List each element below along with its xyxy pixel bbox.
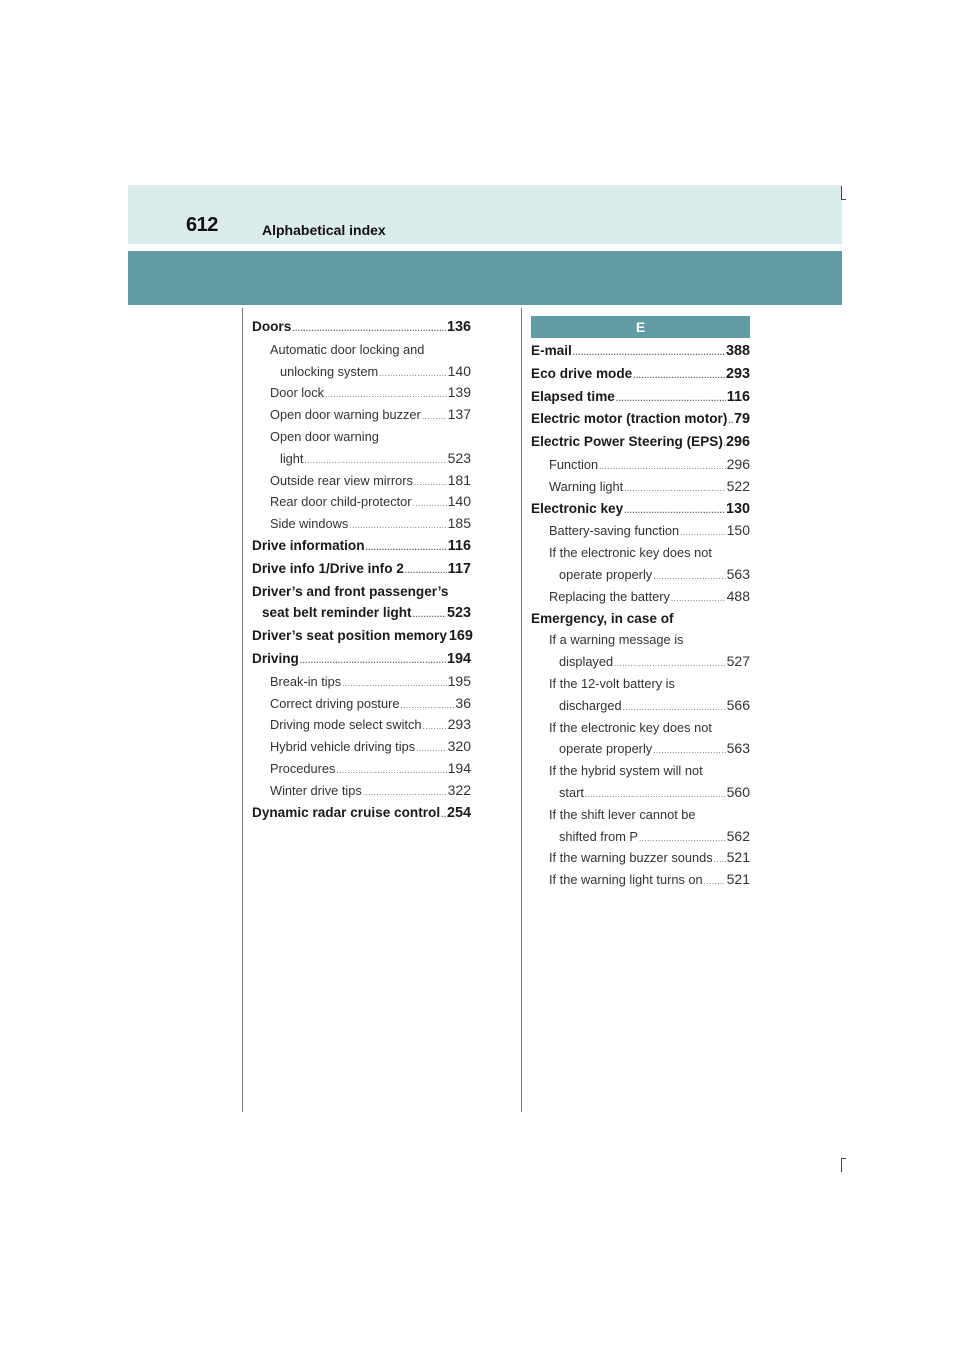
entry-text: seat belt reminder light [262,605,412,621]
index-subentry [252,693,471,715]
left-column-rule [242,308,243,1112]
index-entry [252,316,471,339]
index-subentry [531,804,750,848]
entry-text: Open door warning [270,428,379,444]
entry-text: Open door warning buzzer [270,407,421,423]
header-accent-band [128,251,842,305]
index-subentry [531,586,750,608]
entry-text: Doors [252,319,292,334]
index-subentry [531,869,750,891]
page-reference[interactable]: 566 [726,696,750,713]
page-reference[interactable]: 293 [447,716,471,733]
leader-dots [714,855,726,865]
index-subentry [252,339,471,383]
crop-mark-bottom [841,1158,842,1172]
entry-text: Driving [252,650,299,666]
entry-text: operate properly [559,741,653,757]
leader-dots [680,528,725,538]
leader-dots [416,744,447,754]
entry-text: Outside rear view mirrors [270,472,413,488]
page-reference[interactable]: 194 [446,650,471,667]
leader-dots [379,369,446,379]
page-reference[interactable]: 194 [447,759,471,776]
index-column-right [531,316,750,891]
page-reference[interactable]: 140 [447,493,471,510]
page-reference[interactable]: 185 [447,515,471,532]
leader-dots [400,701,454,711]
leader-dots [624,506,725,516]
entry-text: If the electronic key does not [549,719,712,735]
page-reference[interactable]: 563 [726,565,750,582]
page-reference[interactable]: 322 [447,781,471,798]
page-reference[interactable]: 296 [726,455,750,472]
entry-text: Driver’s seat position memory [252,628,447,644]
entry-text: Break-in tips [270,673,342,689]
page-reference[interactable]: 36 [455,694,471,711]
index-entry [531,608,750,630]
page-reference[interactable]: 563 [726,740,750,757]
index-subentry [252,758,471,780]
page-reference[interactable]: 296 [725,434,750,451]
page-number: 612 [186,214,218,236]
leader-dots [616,394,726,404]
leader-dots [413,610,446,620]
leader-dots [363,788,447,798]
page-reference[interactable]: 521 [726,871,750,888]
entry-text: If the 12-volt battery is [549,675,675,691]
page-reference[interactable]: 169 [448,628,473,645]
leader-dots [349,521,446,531]
index-entry [252,558,471,581]
leader-dots [405,566,447,576]
index-subentry [252,491,471,513]
section-title: Alphabetical index [262,222,386,238]
page-reference[interactable]: 116 [447,537,471,554]
index-subentry [531,542,750,586]
page-reference[interactable]: 523 [446,605,471,622]
entry-text: If the hybrid system will not [549,763,703,779]
index-entry [531,363,750,386]
page-reference[interactable]: 116 [726,388,750,405]
index-subentry [252,426,471,470]
entry-text: Drive information [252,537,365,553]
index-entry [252,648,471,671]
entry-text: Automatic door locking and [270,341,425,357]
index-subentry [531,629,750,673]
index-entries-e [531,340,750,891]
entry-text: Driving mode select switch [270,717,422,733]
center-column-rule [521,308,522,1112]
leader-dots [671,594,726,604]
entry-text: Winter drive tips [270,782,362,798]
entry-text: Side windows [270,516,349,532]
entry-text: E-mail [531,343,572,358]
index-subentry [252,513,471,535]
leader-dots [422,722,446,732]
entry-text: If the warning buzzer sounds [549,850,713,866]
leader-dots [623,703,726,713]
entry-text: unlocking system [280,363,379,379]
page-reference[interactable]: 137 [447,406,471,423]
index-subentry [531,717,750,761]
page-reference[interactable]: 117 [447,560,471,577]
page-reference[interactable]: 136 [446,319,471,335]
leader-dots [624,484,725,494]
index-subentry [531,673,750,717]
leader-dots [441,810,446,820]
entry-text: Driver’s and front passenger’s [252,583,449,599]
page-reference[interactable]: 195 [447,672,471,689]
index-subentry [252,780,471,802]
entry-text: Door lock [270,385,325,401]
leader-dots [599,462,726,472]
page-reference[interactable]: 560 [726,783,750,800]
leader-dots [325,390,447,400]
index-entry [531,431,750,454]
index-subentry [531,847,750,869]
index-subentry [252,382,471,404]
index-entry [252,581,471,626]
crop-mark-top [841,186,842,200]
page-reference[interactable]: 181 [447,471,471,488]
page-reference[interactable]: 293 [725,365,750,382]
index-entry [531,498,750,521]
page-reference[interactable]: 139 [447,384,471,401]
page-reference[interactable]: 254 [446,804,471,821]
leader-dots [414,478,447,488]
entry-text: Elapsed time [531,388,615,404]
leader-dots [653,572,725,582]
page-reference[interactable]: 527 [726,653,750,670]
entry-text: operate properly [559,566,653,582]
entry-text: If the shift lever cannot be [549,806,696,822]
leader-dots [573,348,725,358]
index-subentry [252,671,471,693]
leader-dots [704,877,726,887]
index-entry [531,386,750,409]
page-reference[interactable]: 79 [733,411,750,428]
entry-text: start [559,784,584,800]
leader-dots [342,679,447,689]
index-subentry [252,736,471,758]
entry-text: If the warning light turns on [549,872,703,888]
page-reference[interactable]: 150 [726,522,750,539]
entry-text: If the electronic key does not [549,545,712,561]
index-subentry [252,470,471,492]
entry-text: Drive info 1/Drive info 2 [252,560,404,576]
index-subentry [252,714,471,736]
entry-text: Eco drive mode [531,365,633,381]
index-entry [252,802,471,825]
entry-text: discharged [559,697,622,713]
leader-dots [366,543,447,553]
page-reference[interactable]: 523 [447,449,471,466]
page-reference[interactable]: 140 [447,362,471,379]
entry-text: Electronic key [531,500,624,516]
leader-dots [304,456,446,466]
index-entry [252,625,471,648]
leader-dots [422,412,447,422]
leader-dots [300,656,446,666]
entry-text: displayed [559,654,614,670]
index-subentry [531,520,750,542]
index-entry [252,535,471,558]
index-subentry [531,476,750,498]
letter-heading-e: E [531,316,750,338]
entry-text: Hybrid vehicle driving tips [270,739,416,755]
entry-text: Rear door child-protector [270,494,412,510]
entry-text: Electric motor (traction motor) [531,411,728,427]
leader-dots [639,834,726,844]
entry-text: Dynamic radar cruise control [252,804,441,820]
entry-text: Correct driving posture [270,695,400,711]
entry-text: Procedures [270,760,336,776]
index-entry [531,408,750,431]
leader-dots [413,499,447,509]
crop-mark-top-foot [841,199,846,200]
leader-dots [614,659,726,669]
page-reference[interactable]: 521 [726,849,750,866]
entry-text: Battery-saving function [549,523,680,539]
page-reference[interactable]: 562 [726,827,750,844]
leader-dots [585,790,726,800]
leader-dots [633,371,725,381]
leader-dots [653,746,725,756]
entry-text: Replacing the battery [549,588,670,604]
leader-dots [728,416,733,426]
header-band [128,185,842,244]
page-reference[interactable]: 488 [726,587,750,604]
entry-text: If a warning message is [549,632,684,648]
leader-dots [724,439,725,449]
page-reference[interactable]: 522 [726,477,750,494]
entry-text: shifted from P [559,828,638,844]
entry-text: Function [549,456,599,472]
index-entry [531,340,750,363]
page-reference[interactable]: 130 [725,500,750,517]
entry-text: Emergency, in case of [531,610,674,626]
entry-text: Electric Power Steering (EPS) [531,434,723,450]
entry-text: Warning light [549,478,624,494]
entry-text: light [280,450,304,466]
page-reference[interactable]: 320 [447,738,471,755]
index-subentry [531,760,750,804]
index-subentry [531,454,750,476]
index-column-left [252,316,471,824]
page-reference[interactable]: 388 [725,343,750,359]
leader-dots [292,324,446,334]
crop-mark-bottom-foot [841,1158,846,1159]
index-subentry [252,404,471,426]
leader-dots [336,766,446,776]
